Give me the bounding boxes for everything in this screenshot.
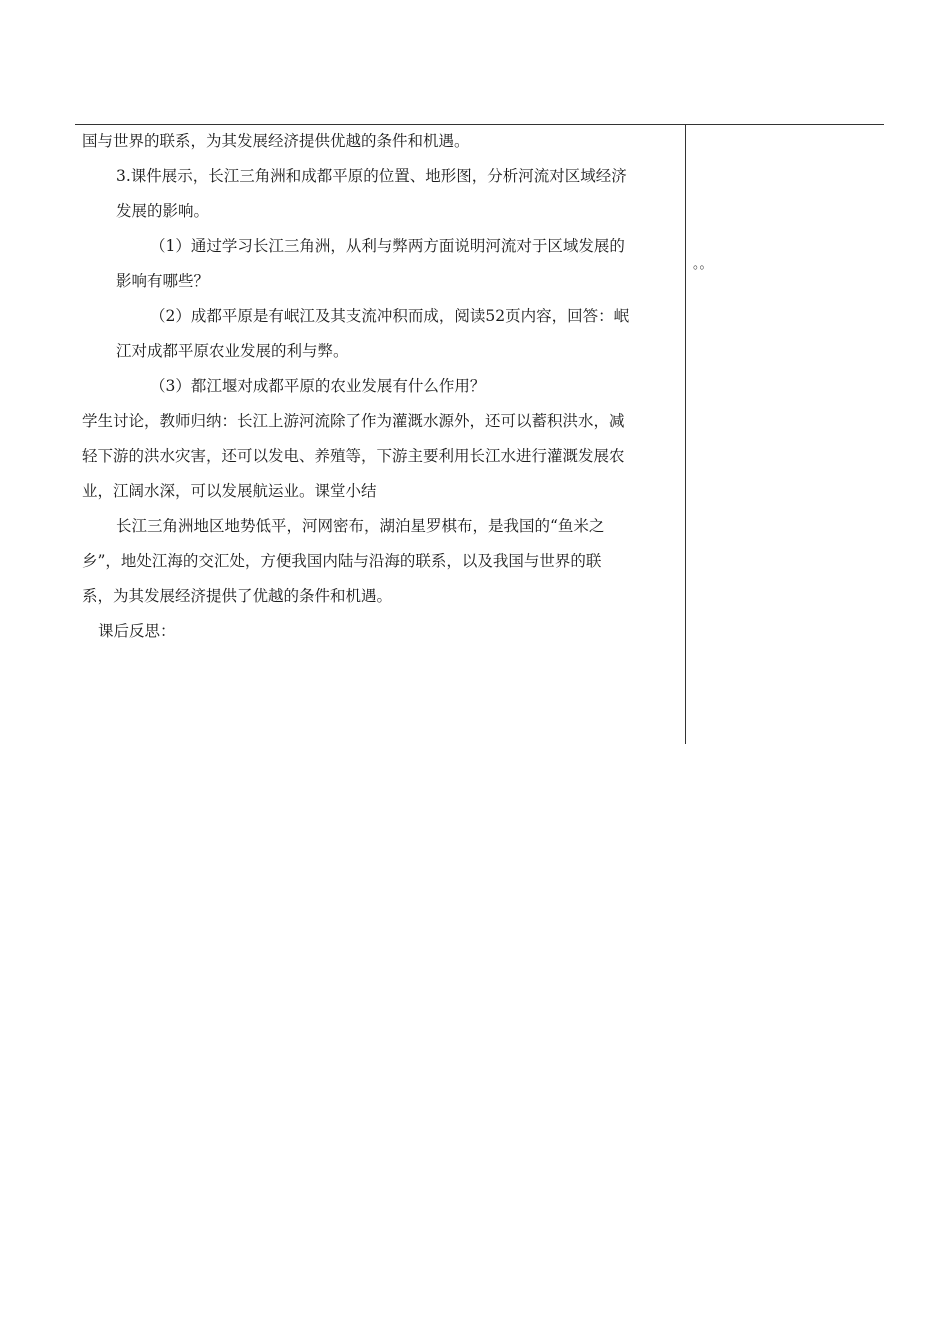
step-3-line-2: 发展的影响。 [116, 202, 210, 220]
summary-line-2: 乡”，地处江海的交汇处，方便我国内陆与沿海的联系，以及我国与世界的联 [82, 552, 602, 570]
summary-line-1: 长江三角洲地区地势低平，河网密布，湖泊星罗棋布，是我国的“鱼米之 [116, 517, 605, 535]
summary-line-3: 系，为其发展经济提供了优越的条件和机遇。 [82, 587, 393, 605]
summary-paragraph [82, 509, 677, 614]
question-1-line-2: 影响有哪些？ [116, 272, 210, 290]
reflection-label: 课后反思： [98, 622, 176, 640]
discussion-line-1: 学生讨论，教师归纳：长江上游河流除了作为灌溉水源外，还可以蓄积洪水，减 [82, 412, 625, 430]
discussion-line-3: 业，江阔水深，可以发展航运业。课堂小结 [82, 482, 377, 500]
table-column-divider [685, 124, 686, 744]
intro-line: 国与世界的联系，为其发展经济提供优越的条件和机遇。 [82, 132, 470, 150]
question-2-line-2: 江对成都平原农业发展的利与弊。 [116, 342, 349, 360]
question-1-line-1: （1）通过学习长江三角洲，从利与弊两方面说明河流对于区域发展的 [150, 237, 625, 255]
step-3-line-1: 3.课件展示，长江三角洲和成都平原的位置、地形图，分析河流对区域经济 [116, 167, 627, 185]
question-2 [82, 299, 677, 369]
lesson-content-column [82, 124, 677, 649]
question-3-line-1: （3）都江堰对成都平原的农业发展有什么作用？ [150, 377, 486, 395]
notes-column [693, 250, 873, 280]
step-3 [82, 159, 677, 229]
question-3 [82, 369, 677, 404]
side-note: 。。 [693, 257, 713, 272]
question-2-line-1: （2）成都平原是有岷江及其支流冲积而成，阅读52页内容，回答：岷 [150, 307, 630, 325]
question-1 [82, 229, 677, 299]
discussion-line-2: 轻下游的洪水灾害，还可以发电、养殖等，下游主要利用长江水进行灌溉发展农 [82, 447, 625, 465]
discussion-paragraph [82, 404, 677, 509]
